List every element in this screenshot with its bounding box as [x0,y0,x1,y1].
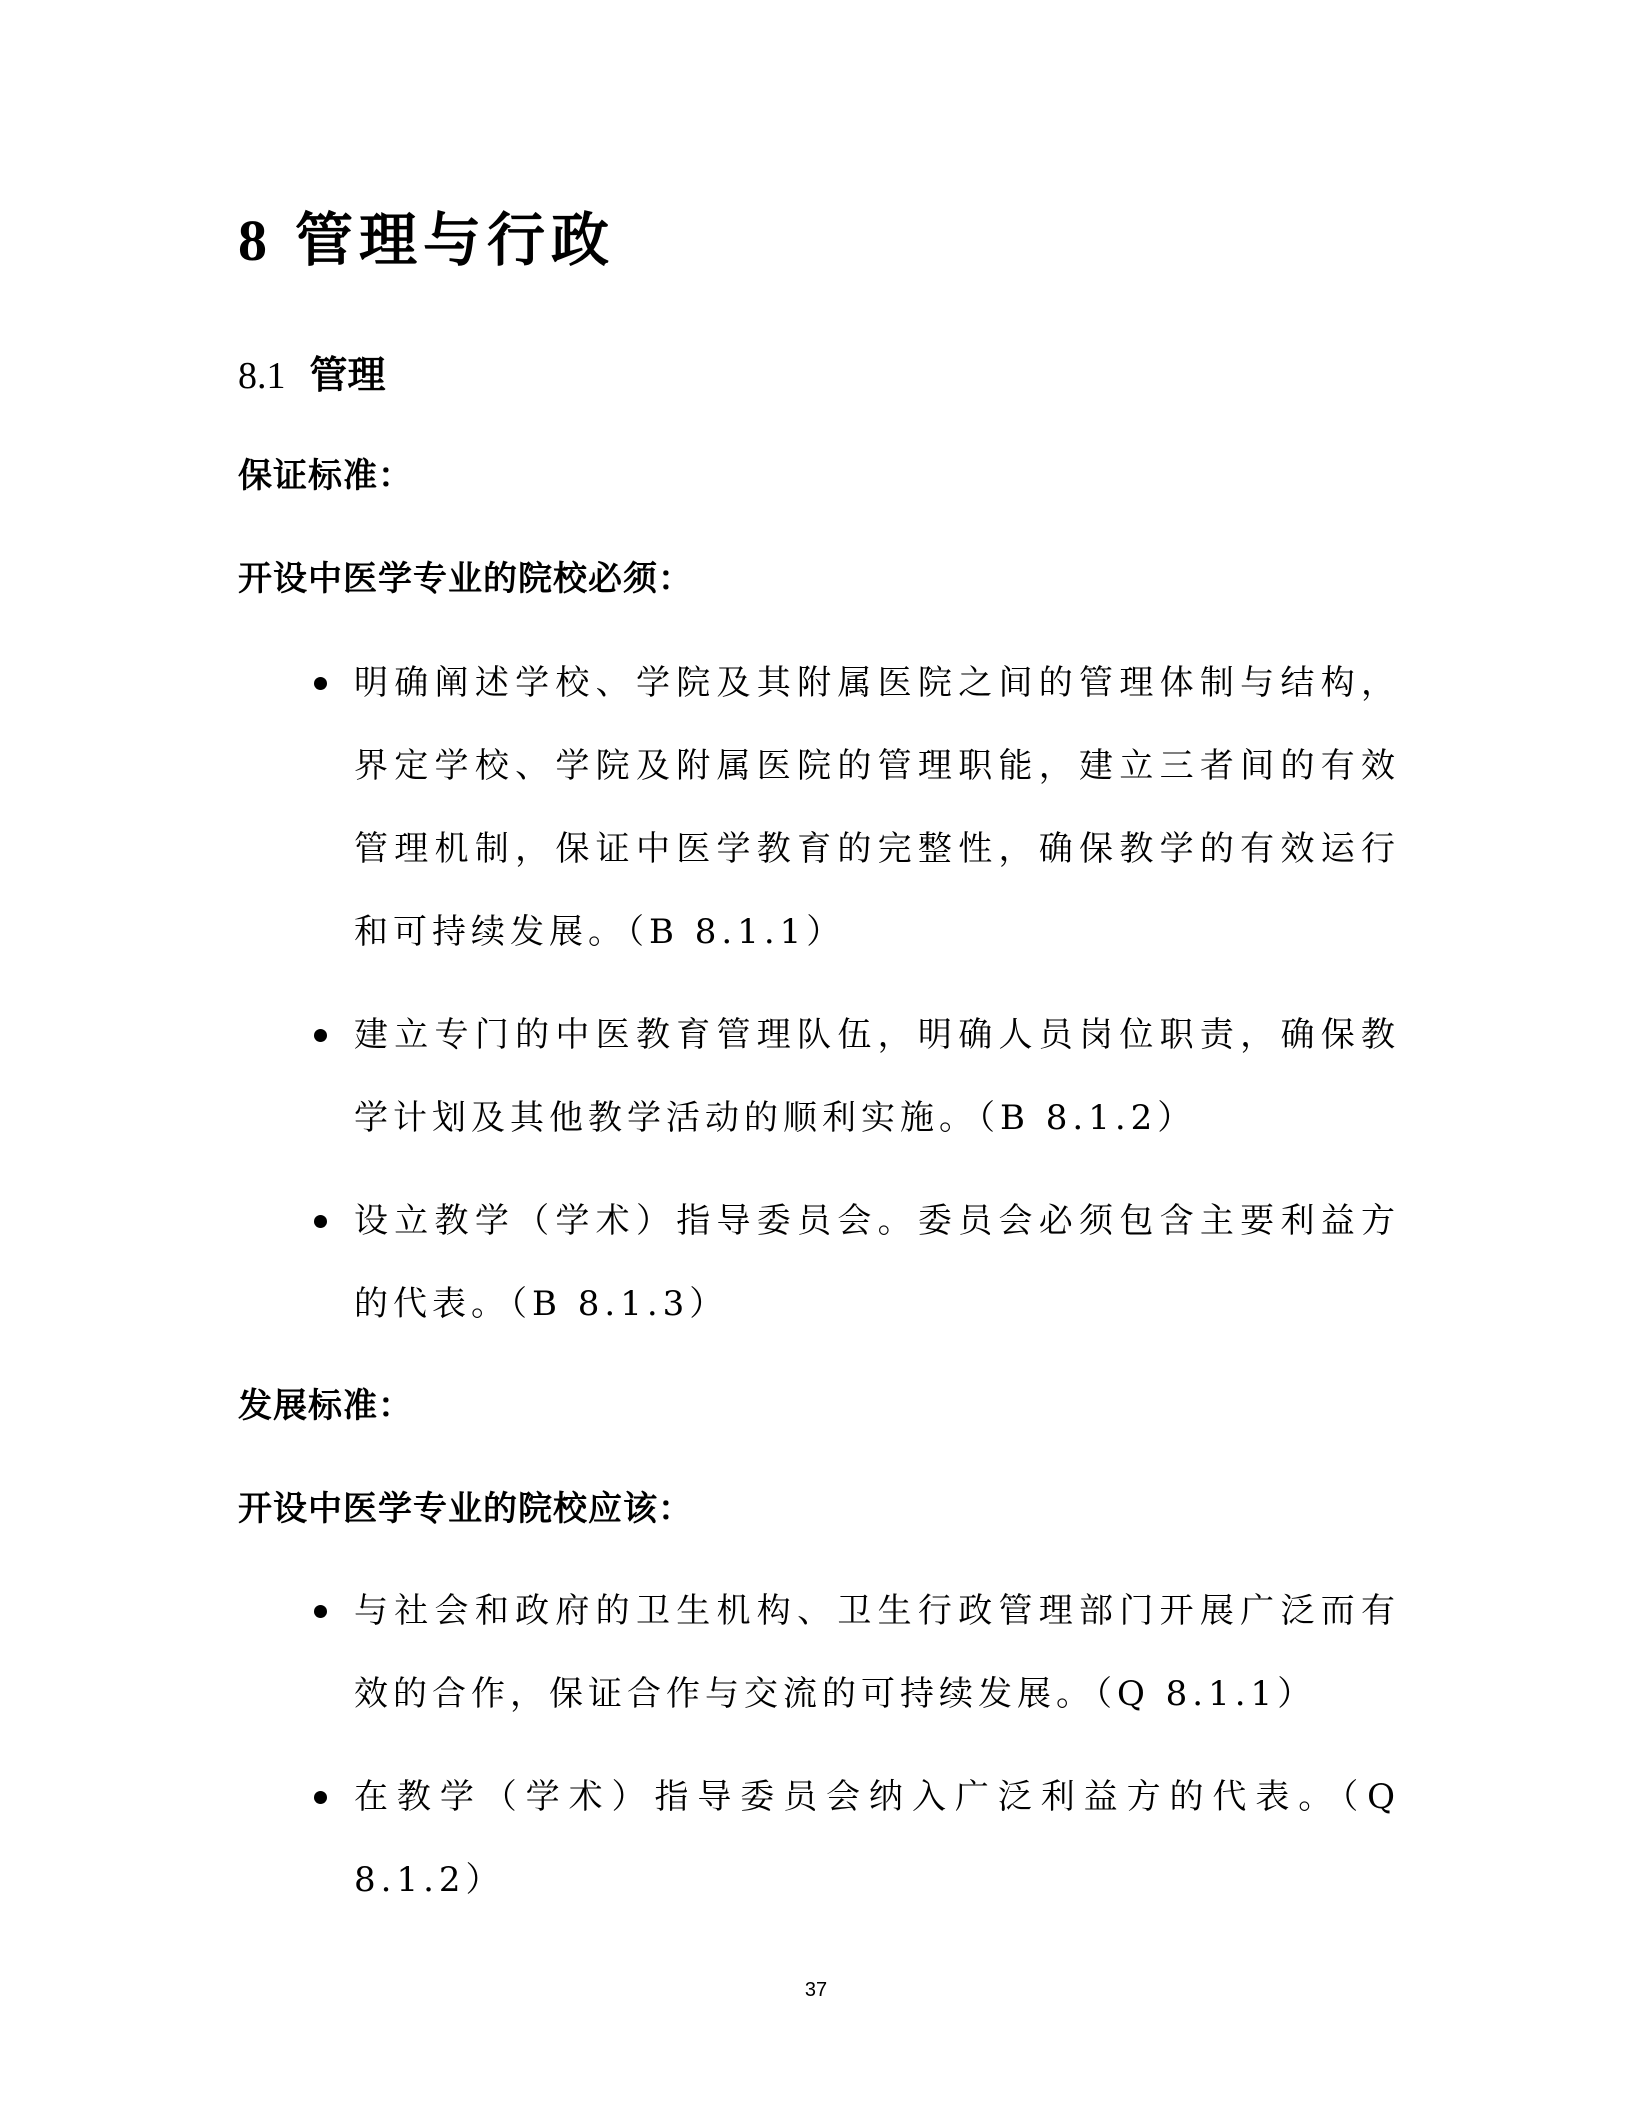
bullet-icon [314,1605,327,1618]
bullet-icon [314,1029,327,1042]
list-item-text: 与社会和政府的卫生机构、卫生行政管理部门开展广泛而有效的合作，保证合作与交流的可持续发展。（Q 8.1.1） [354,1591,1400,1714]
chapter-number: 8 [238,208,273,273]
quality-standards-list [300,1570,1400,1922]
list-item [300,1180,1400,1346]
list-item [300,1756,1400,1922]
list-item-text: 建立专门的中医教育管理队伍，明确人员岗位职责，确保教学计划及其他教学活动的顺利实施。（B 8.1.2） [354,1015,1400,1138]
basic-standards-heading: 保证标准： [238,456,413,496]
quality-standards-heading: 发展标准： [238,1386,413,1426]
chapter-title-text: 管理与行政 [295,206,616,274]
section-number: 8.1 [238,355,286,397]
section-title-text: 管理 [309,352,386,397]
quality-standards-intro: 开设中医学专业的院校应该： [238,1489,693,1529]
bullet-icon [314,1215,327,1228]
basic-standards-intro: 开设中医学专业的院校必须： [238,559,693,599]
list-item [300,994,1400,1160]
section-title [238,350,386,401]
list-item [300,1570,1400,1736]
list-item-text: 设立教学（学术）指导委员会。委员会必须包含主要利益方的代表。（B 8.1.3） [354,1201,1400,1324]
page-number: 37 [804,1979,828,2001]
list-item-text: 在教学（学术）指导委员会纳入广泛利益方的代表。（Q 8.1.2） [354,1777,1400,1900]
list-item [300,642,1400,974]
bullet-icon [314,677,327,690]
basic-standards-list [300,642,1400,1346]
bullet-icon [314,1791,327,1804]
list-item-text: 明确阐述学校、学院及其附属医院之间的管理体制与结构，界定学校、学院及附属医院的管理职能，建立三者间的有效管理机制，保证中医学教育的完整性，确保教学的有效运行和可持续发展。（B 8.1.1） [354,663,1400,952]
chapter-title [238,205,615,276]
